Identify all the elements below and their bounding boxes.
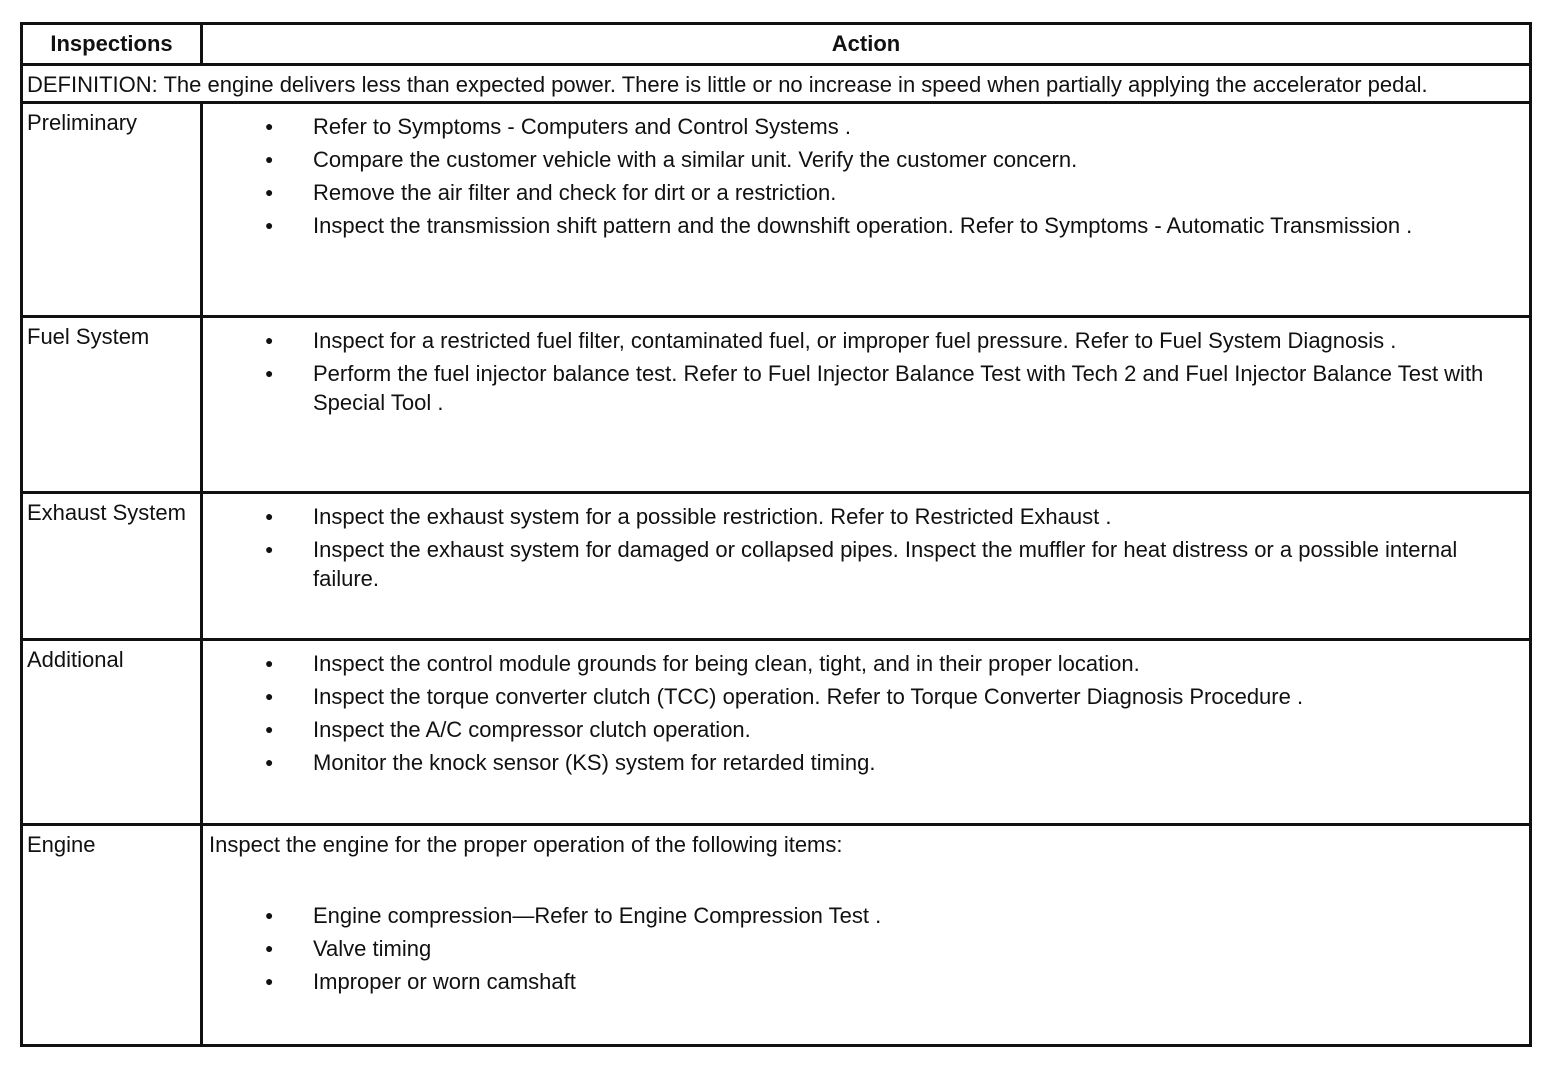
list-item: ● Inspect the exhaust system for damaged or collapsed pipes. Inspect the muffler for heat distress or a possible internal failure.	[209, 535, 1525, 593]
engine-lead-text: Inspect the engine for the proper operation of the following items:	[209, 832, 843, 857]
table-row	[20, 318, 1532, 494]
header-inspections: Inspections	[23, 25, 203, 63]
definition-row	[20, 66, 1532, 104]
row-label: Fuel System	[23, 318, 203, 491]
table-header-row	[20, 22, 1532, 66]
symptom-table	[20, 22, 1532, 1047]
list-item: ● Monitor the knock sensor (KS) system for retarded timing.	[209, 748, 1525, 777]
list-item: ● Inspect the A/C compressor clutch operation.	[209, 715, 1525, 744]
table-row	[20, 826, 1532, 1047]
list-item: ● Refer to Symptoms - Computers and Control Systems .	[209, 112, 1525, 141]
action-list	[209, 112, 1525, 240]
list-item: ● Compare the customer vehicle with a similar unit. Verify the customer concern.	[209, 145, 1525, 174]
definition-text: DEFINITION: The engine delivers less than expected power. There is little or no increase in speed when partially applying the accelerator pedal.	[27, 72, 1428, 97]
list-item: ● Inspect the torque converter clutch (TCC) operation. Refer to Torque Converter Diagnosis Procedure .	[209, 682, 1525, 711]
list-item: ● Inspect the exhaust system for a possible restriction. Refer to Restricted Exhaust .	[209, 502, 1525, 531]
row-label: Additional	[23, 641, 203, 823]
list-item: ● Inspect the control module grounds for being clean, tight, and in their proper location.	[209, 649, 1525, 678]
list-item: ● Engine compression—Refer to Engine Compression Test .	[209, 901, 1525, 930]
row-actions	[203, 104, 1529, 315]
list-item: ● Remove the air filter and check for dirt or a restriction.	[209, 178, 1525, 207]
action-list	[209, 901, 1525, 996]
table-row	[20, 494, 1532, 641]
table-row	[20, 641, 1532, 826]
table-row	[20, 104, 1532, 318]
action-list	[209, 502, 1525, 593]
list-item: ● Improper or worn camshaft	[209, 967, 1525, 996]
list-item: ● Valve timing	[209, 934, 1525, 963]
row-label: Preliminary	[23, 104, 203, 315]
row-actions	[203, 826, 1529, 1044]
action-list	[209, 649, 1525, 777]
row-actions	[203, 318, 1529, 491]
row-actions	[203, 641, 1529, 823]
list-item: ● Perform the fuel injector balance test. Refer to Fuel Injector Balance Test with Tech 2 and Fuel Injector Balance Test with Special Tool .	[209, 359, 1525, 417]
list-item: ● Inspect for a restricted fuel filter, contaminated fuel, or improper fuel pressure. Refer to Fuel System Diagnosis .	[209, 326, 1525, 355]
action-list	[209, 326, 1525, 417]
row-label: Engine	[23, 826, 203, 1044]
header-action: Action	[831, 31, 901, 56]
row-actions	[203, 494, 1529, 638]
row-label: Exhaust System	[23, 494, 203, 638]
list-item: ● Inspect the transmission shift pattern and the downshift operation. Refer to Symptoms - Automatic Transmission .	[209, 211, 1525, 240]
